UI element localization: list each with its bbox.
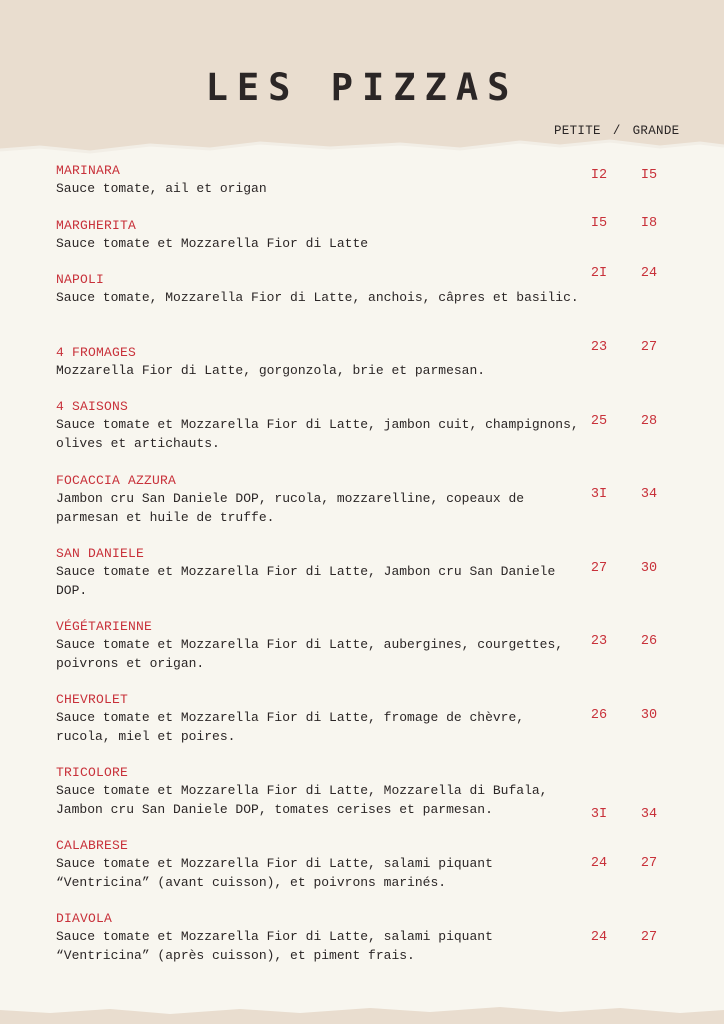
item-description: Sauce tomate, ail et origan: [56, 181, 267, 196]
item-name: DIAVOLA: [56, 911, 113, 926]
price-grande: 24: [640, 266, 658, 281]
price-grande: I8: [640, 216, 658, 231]
price-petite: 24: [590, 856, 608, 871]
item-description: Jambon cru San Daniele DOP, rucola, mozzarelline, copeaux de parmesan et huile de truffe.: [56, 491, 525, 525]
item-description: Sauce tomate et Mozzarella Fior di Latte, Mozzarella di Bufala, Jambon cru San Daniele DOP, tomates cerises et parmesan.: [56, 783, 548, 817]
price-grande: 26: [640, 634, 658, 649]
price-petite: 24: [590, 930, 608, 945]
menu-item-chevrolet: [56, 691, 586, 746]
item-name: TRICOLORE: [56, 765, 129, 780]
item-name: NAPOLI: [56, 272, 105, 287]
item-name: SAN DANIELE: [56, 546, 145, 561]
item-description: Mozzarella Fior di Latte, gorgonzola, brie et parmesan.: [56, 363, 486, 378]
price-petite: 26: [590, 708, 608, 723]
menu-item-marinara: [56, 162, 586, 199]
price-petite: 27: [590, 561, 608, 576]
item-description: Sauce tomate et Mozzarella Fior di Latte: [56, 236, 369, 251]
price-grande: 27: [640, 340, 658, 355]
price-petite: 23: [590, 634, 608, 649]
price-grande: 34: [640, 487, 658, 502]
item-description: Sauce tomate et Mozzarella Fior di Latte, jambon cuit, champignons, olives et artichauts.: [56, 417, 579, 451]
price-grande: 27: [640, 856, 658, 871]
price-grande: 30: [640, 561, 658, 576]
item-name: CALABRESE: [56, 838, 129, 853]
item-description: Sauce tomate et Mozzarella Fior di Latte, salami piquant “Ventricina” (après cuisson), et piment frais.: [56, 929, 493, 963]
item-description: Sauce tomate et Mozzarella Fior di Latte, Jambon cru San Daniele DOP.: [56, 564, 556, 598]
item-name: MARINARA: [56, 163, 121, 178]
item-name: CHEVROLET: [56, 692, 129, 707]
price-grande: 30: [640, 708, 658, 723]
price-petite: I2: [590, 168, 608, 183]
price-petite: 2I: [590, 266, 608, 281]
price-grande: 28: [640, 414, 658, 429]
menu-item-napoli: [56, 271, 586, 308]
price-petite: 3I: [590, 487, 608, 502]
item-description: Sauce tomate, Mozzarella Fior di Latte, anchois, câpres et basilic.: [56, 290, 579, 305]
price-grande: 34: [640, 807, 658, 822]
price-petite: 25: [590, 414, 608, 429]
menu-item-4-fromages: [56, 344, 586, 381]
menu-item-tricolore: [56, 764, 586, 819]
size-separator: /: [612, 124, 621, 138]
item-name: 4 FROMAGES: [56, 345, 137, 360]
item-name: VÉGÉTARIENNE: [56, 619, 153, 634]
price-petite: 3I: [590, 807, 608, 822]
price-grande: 27: [640, 930, 658, 945]
menu-item-focaccia-azzura: [56, 472, 586, 527]
menu-item-vegetarienne: [56, 618, 586, 673]
page-title: LES PIZZAS: [205, 66, 519, 109]
size-columns-header: [554, 124, 714, 138]
size-large-label: GRANDE: [632, 124, 680, 138]
item-name: 4 SAISONS: [56, 399, 129, 414]
menu-item-diavola: [56, 910, 586, 965]
menu-item-calabrese: [56, 837, 586, 892]
price-petite: 23: [590, 340, 608, 355]
item-description: Sauce tomate et Mozzarella Fior di Latte, aubergines, courgettes, poivrons et origan.: [56, 637, 564, 671]
menu-item-margherita: [56, 217, 586, 254]
menu-item-4-saisons: [56, 398, 586, 453]
price-grande: I5: [640, 168, 658, 183]
price-petite: I5: [590, 216, 608, 231]
menu-item-san-daniele: [56, 545, 586, 600]
item-name: MARGHERITA: [56, 218, 137, 233]
size-small-label: PETITE: [554, 124, 601, 138]
item-name: FOCACCIA AZZURA: [56, 473, 177, 488]
item-description: Sauce tomate et Mozzarella Fior di Latte, salami piquant “Ventricina” (avant cuisson), et poivrons marinés.: [56, 856, 493, 890]
item-description: Sauce tomate et Mozzarella Fior di Latte, fromage de chèvre, rucola, miel et poires.: [56, 710, 525, 744]
